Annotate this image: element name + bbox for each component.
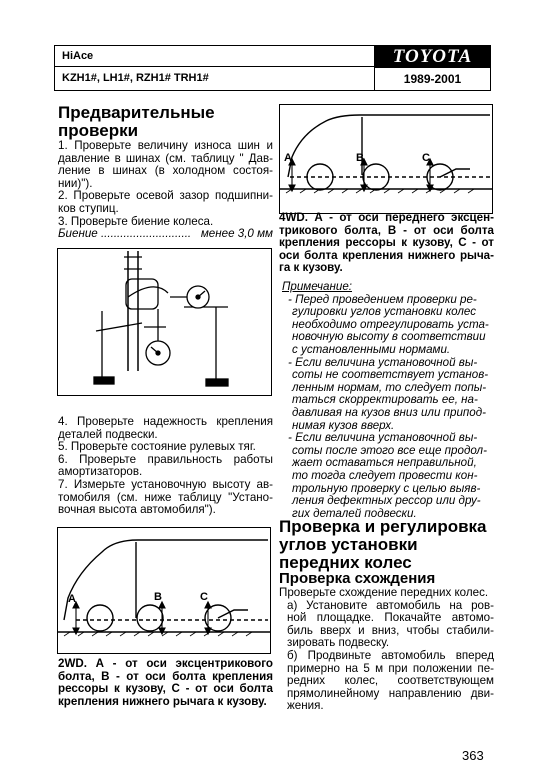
text-line: жения. — [287, 699, 324, 713]
text-line: амортизаторов. — [58, 465, 143, 479]
caption-line: га к кузову. — [279, 261, 343, 275]
caption-line: трикового болта, В - от оси болта — [279, 223, 494, 237]
note-line: то тогда следует провести кон- — [292, 468, 478, 482]
figure-2wd-height — [57, 527, 271, 654]
text-line: нии)"). — [58, 176, 93, 190]
title-line: передних колес — [279, 553, 412, 572]
note-line: с установленными нормами. — [292, 342, 451, 356]
caption-2wd — [58, 658, 273, 708]
height-letter-a: A — [68, 593, 76, 605]
text-line: давление в шинах (см. таблицу " Дав- — [58, 151, 273, 165]
checks-list-b — [58, 416, 273, 517]
note-line: ления дефектных рессор или дру- — [292, 494, 481, 508]
note-line: нимая кузов вверх. — [292, 418, 395, 432]
text-line: б) Продвиньте автомобиль вперед — [287, 648, 494, 662]
text-line: 4. Проверьте надежность крепления — [58, 415, 273, 428]
figure-4wd-height — [279, 104, 493, 214]
header-codes: KZH1#, LH1#, RZH1# TRH1# — [62, 72, 209, 84]
note-block — [282, 281, 494, 520]
note-line: гих деталей подвески. — [292, 506, 417, 520]
caption-line: рессоры к кузову, С - от оси болта — [58, 682, 273, 696]
runout-value: менее 3,0 мм — [200, 227, 273, 240]
note-line: давливая на кузов вниз или припод- — [292, 405, 486, 419]
figure-runout-check — [57, 248, 272, 396]
header-model: HiAce — [62, 50, 94, 62]
text-line: а) Установите автомобиль на ров- — [287, 598, 494, 612]
header-years: 1989-2001 — [403, 72, 462, 86]
height-letter-b: B — [356, 152, 364, 164]
text-line: ков ступиц. — [58, 201, 119, 215]
note-line: ленным нормам, то следует попы- — [292, 380, 487, 394]
subsection-title-toe: Проверка схождения — [279, 570, 436, 587]
height-letter-c: C — [422, 152, 430, 164]
text-line: биль вверх и вниз, чтобы стабили- — [287, 623, 494, 637]
runout-illustration — [58, 249, 271, 395]
height-letter-b: B — [154, 591, 162, 603]
text-line: 7. Измерьте установочную высоту ав- — [58, 477, 273, 491]
text-line: ной площадке. Покачайте автомо- — [287, 611, 494, 625]
note-line: новочную высоту в соответствии — [292, 330, 486, 344]
caption-line: 2WD. А - от оси эксцентрикового — [58, 657, 273, 670]
caption-line: болта, В - от оси болта крепления — [58, 669, 273, 683]
checks-list-a — [58, 140, 273, 228]
text-line: ление в шинах (в холодном состоя- — [58, 164, 273, 178]
note-line: трольную проверку с целью выяв- — [292, 481, 481, 495]
caption-line: оси болта крепления нижнего рыча- — [279, 248, 494, 262]
note-line: соты не соответствует установ- — [292, 368, 489, 382]
height-letter-a: A — [284, 152, 292, 164]
caption-line: крепления рессоры к кузову, С - от — [279, 236, 494, 250]
runout-label: Биение ............................ — [58, 227, 192, 240]
title-line: Предварительные — [58, 103, 215, 122]
caption-4wd — [279, 212, 494, 275]
note-line: необходимо отрегулировать уста- — [292, 317, 489, 331]
text-line: 5. Проверьте состояние рулевых тяг. — [58, 440, 256, 454]
caption-line: 4WD. А - от оси переднего эксцен- — [279, 211, 494, 224]
section-title-preliminary — [58, 104, 215, 140]
page-number: 363 — [462, 748, 484, 763]
text-line: прямолинейному направлению дви- — [287, 686, 494, 700]
van-2wd-illustration — [58, 528, 270, 653]
note-line: соты после этого все еще продол- — [292, 443, 487, 457]
text-line: деталей подвески. — [58, 427, 158, 441]
text-line: 2. Проверьте осевой зазор подшипни- — [58, 189, 273, 203]
note-title: Примечание: — [282, 280, 352, 293]
note-line: таться скорректировать ее, на- — [292, 393, 478, 407]
text-line: 1. Проверьте величину износа шин и — [58, 139, 273, 152]
header-divider-horizontal — [54, 66, 374, 67]
title-line: проверки — [58, 121, 139, 140]
text-line: примерно на 5 м при положении пе- — [287, 661, 494, 675]
note-line: гулировки углов установки колес — [292, 305, 477, 319]
note-line: жает оставаться неправильной, — [292, 456, 477, 470]
note-line: - Перед проведением проверки ре- — [288, 292, 477, 306]
text-line: зировать подвеску. — [287, 636, 390, 650]
title-line: Проверка и регулировка — [279, 517, 487, 536]
text-line: 6. Проверьте правильность работы — [58, 452, 273, 466]
text-line: вочная высота автомобиля"). — [58, 503, 216, 517]
height-letter-c: C — [200, 591, 208, 603]
van-4wd-illustration — [280, 105, 492, 213]
brand-logo: TOYOTA — [375, 46, 490, 68]
text-line: Проверьте схождение передних колес. — [279, 586, 489, 599]
note-line: - Если величина установочной вы- — [288, 431, 478, 445]
text-line: 3. Проверьте биение колеса. — [58, 214, 214, 228]
title-line: углов установки — [279, 535, 418, 554]
runout-spec — [58, 228, 273, 241]
text-line: редних колес, соответствующем — [287, 674, 494, 688]
note-line: - Если величина установочной вы- — [288, 355, 478, 369]
text-line: томобиля (см. ниже таблицу "Устано- — [58, 490, 273, 504]
caption-line: крепления нижнего рычага к кузову. — [58, 694, 267, 708]
section-title-alignment — [279, 518, 487, 572]
toe-check-steps — [279, 587, 494, 713]
